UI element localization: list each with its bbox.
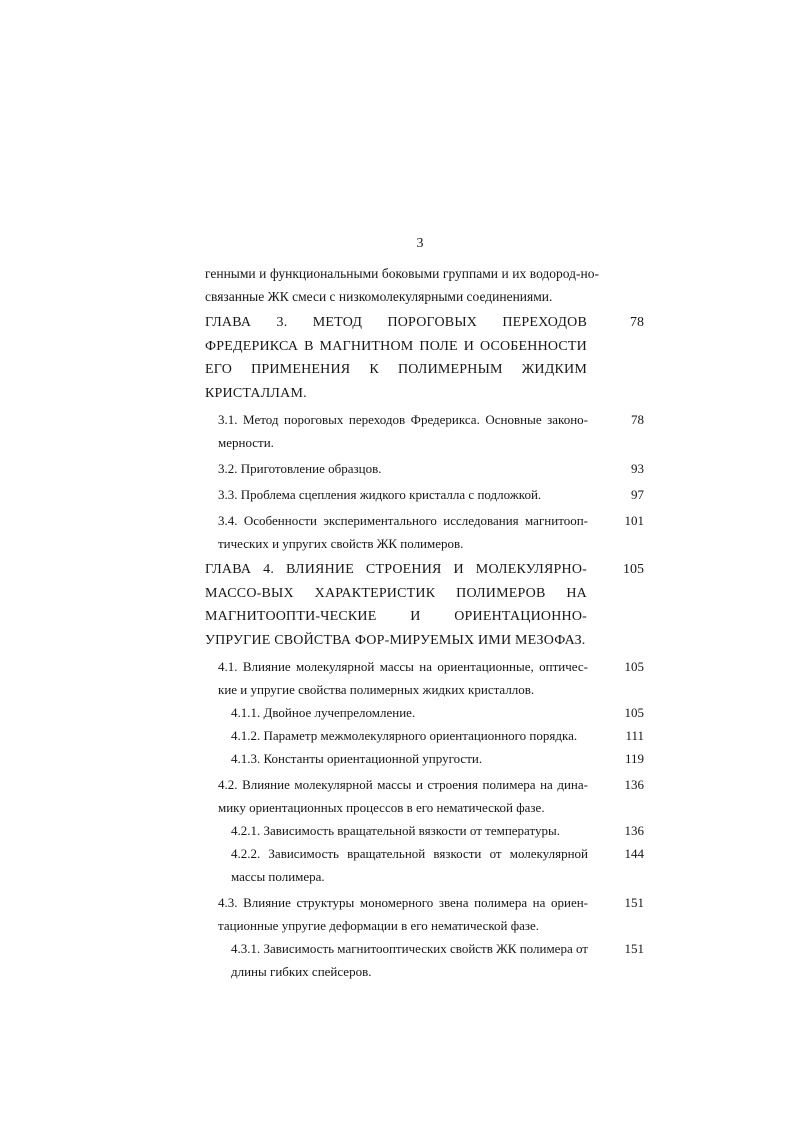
toc-entry-page: 151 [624, 895, 644, 910]
toc-section-4-1 [0, 655, 795, 701]
toc-section-4-3 [0, 891, 795, 937]
toc-entry-page: 105 [624, 705, 644, 720]
toc-section-4-2 [0, 773, 795, 819]
toc-entry-text: 4.2.2. Зависимость вращательной вязкости от молекулярной массы полимера. [231, 846, 588, 884]
toc-entry-page: 151 [624, 941, 644, 956]
toc-entry-text: ГЛАВА 3. МЕТОД ПОРОГОВЫХ ПЕРЕХОДОВ ФРЕДЕРИКСА В МАГНИТНОМ ПОЛЕ И ОСОБЕННОСТИ ЕГО ПРИМЕНЕНИЯ К ПОЛИМЕРНЫМ ЖИДКИМ КРИСТАЛЛАМ. [205, 315, 587, 401]
toc-entry-text: 4.2.1. Зависимость вращательной вязкости от температуры. [231, 823, 560, 838]
toc-entry-text: 3.4. Особенности экспериментального исследования магнитооп-тических и упругих свойств ЖК полимеров. [218, 513, 588, 551]
toc-subsection-4-1-1 [0, 701, 795, 724]
toc-subsection-4-1-3 [0, 747, 795, 770]
toc-entry-text: 4.3. Влияние структуры мономерного звена полимера на ориен-тационные упругие деформации в его нематической фазе. [218, 895, 588, 933]
toc-continuation-text: генными и функциональными боковыми группами и их водород-но-связанные ЖК смеси с низкомолекулярными соединениями. [205, 266, 599, 304]
toc-entry-text: 4.1.1. Двойное лучепреломление. [231, 705, 416, 720]
table-of-contents [0, 262, 795, 983]
toc-entry-text: 3.1. Метод пороговых переходов Фредерикса. Основные законо-мерности. [218, 412, 588, 450]
toc-entry-text: 4.3.1. Зависимость магнитооптических свойств ЖК полимера от длины гибких спейсеров. [231, 941, 588, 979]
toc-subsection-4-2-2 [0, 842, 795, 888]
toc-continuation [0, 262, 795, 308]
toc-section-3-4 [0, 509, 795, 555]
toc-entry-page: 136 [624, 823, 644, 838]
toc-subsection-4-2-1 [0, 819, 795, 842]
toc-subsection-4-1-2 [0, 724, 795, 747]
toc-entry-page: 111 [625, 728, 644, 743]
toc-entry-text: 4.1.2. Параметр межмолекулярного ориентационного порядка. [231, 728, 578, 743]
toc-chapter-4 [0, 558, 795, 652]
toc-section-3-1 [0, 408, 795, 454]
toc-entry-page: 78 [631, 412, 644, 427]
toc-entry-text: 3.2. Приготовление образцов. [218, 461, 382, 476]
toc-section-3-3 [0, 483, 795, 506]
toc-chapter-3 [0, 311, 795, 405]
page-number: 3 [416, 236, 424, 251]
toc-subsection-4-3-1 [0, 937, 795, 983]
toc-entry-page: 144 [624, 846, 644, 861]
toc-entry-text: ГЛАВА 4. ВЛИЯНИЕ СТРОЕНИЯ И МОЛЕКУЛЯРНО-МАССО-ВЫХ ХАРАКТЕРИСТИК ПОЛИМЕРОВ НА МАГНИТООПТИ-ЧЕСКИЕ И ОРИЕНТАЦИОННО-УПРУГИЕ СВОЙСТВА ФОР-МИРУЕМЫХ ИМИ МЕЗОФАЗ. [205, 562, 587, 648]
toc-section-3-2 [0, 457, 795, 480]
toc-entry-text: 4.1. Влияние молекулярной массы на ориентационные, оптичес-кие и упругие свойства полимерных жидких кристаллов. [218, 659, 588, 697]
toc-entry-page: 101 [624, 513, 644, 528]
toc-entry-text: 4.1.3. Константы ориентационной упругости. [231, 751, 483, 766]
toc-entry-text: 4.2. Влияние молекулярной массы и строения полимера на дина-мику ориентационных процессов в его нематической фазе. [218, 777, 588, 815]
toc-entry-page: 119 [624, 751, 644, 766]
toc-entry-page: 93 [631, 461, 644, 476]
toc-entry-page: 97 [631, 487, 644, 502]
toc-entry-page: 78 [630, 315, 644, 330]
toc-entry-text: 3.3. Проблема сцепления жидкого кристалла с подложкой. [218, 487, 542, 502]
toc-entry-page: 136 [624, 777, 644, 792]
toc-entry-page: 105 [624, 659, 644, 674]
toc-entry-page: 105 [623, 562, 644, 577]
